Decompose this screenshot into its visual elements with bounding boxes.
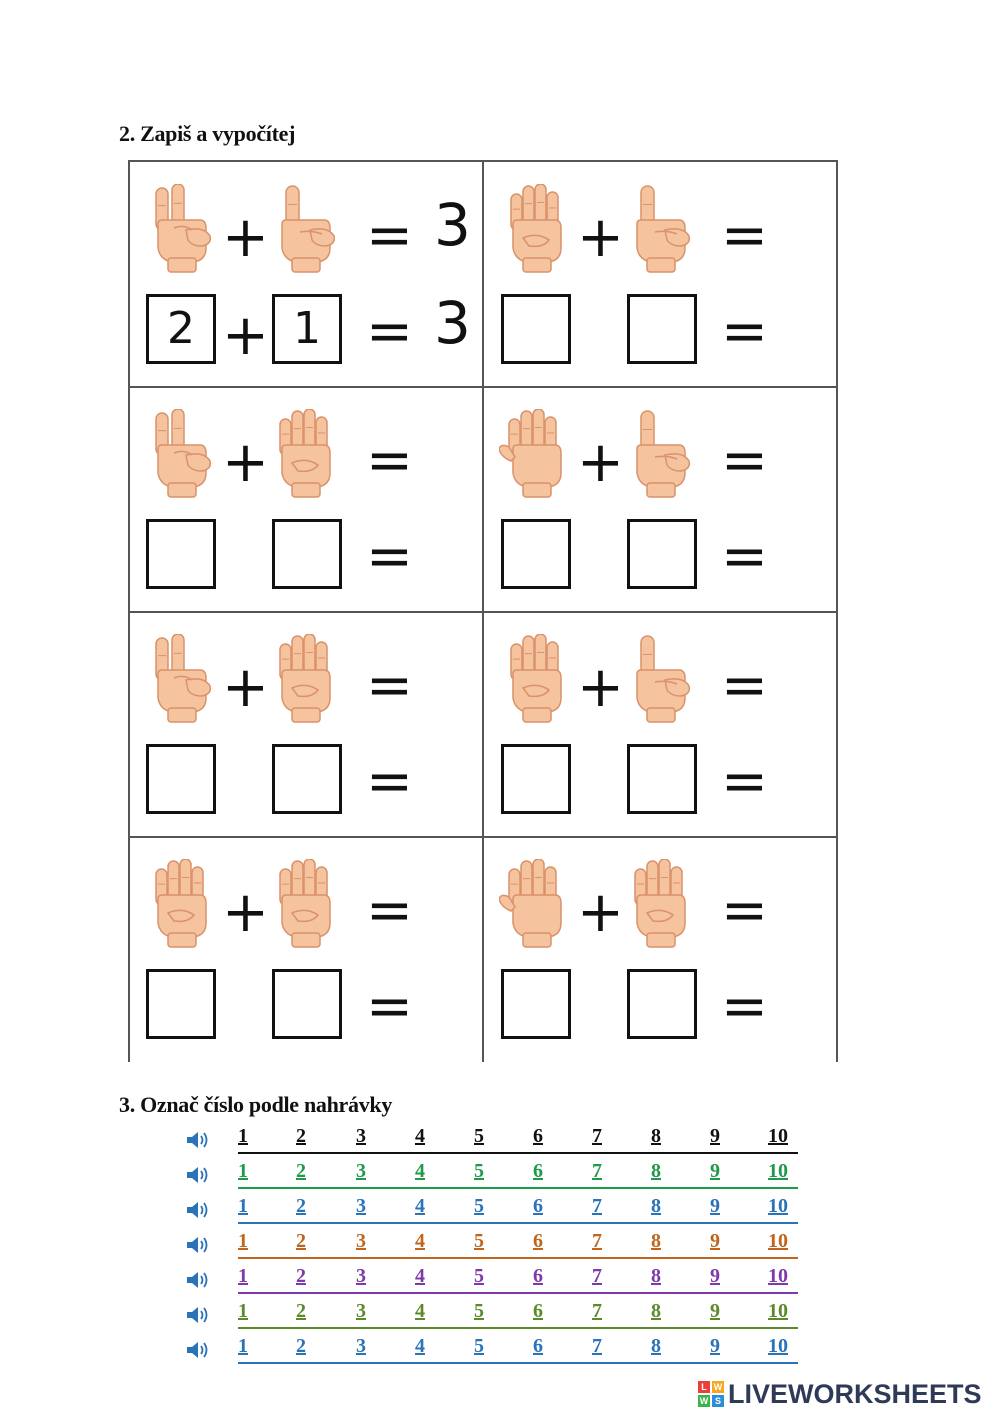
number-option[interactable]: 3 [356,1265,366,1287]
number-option[interactable]: 7 [592,1125,602,1147]
exercise-cell [134,387,488,612]
liveworksheets-logo [698,1379,982,1409]
answer-top[interactable]: 3 [434,191,471,259]
hand-icon [499,634,569,726]
listening-row [185,1300,800,1330]
hand-icon [623,634,693,726]
number-option[interactable]: 1 [238,1265,248,1287]
number-option[interactable]: 2 [296,1300,306,1322]
number-option[interactable]: 3 [356,1125,366,1147]
number-option[interactable]: 7 [592,1335,602,1357]
answer-box-right[interactable]: 1 [272,294,342,364]
equals-sign: = [721,524,768,589]
number-option[interactable]: 2 [296,1230,306,1252]
number-option[interactable]: 3 [356,1195,366,1217]
answer-box-right[interactable] [627,519,697,589]
number-option[interactable]: 10 [768,1265,788,1287]
number-option[interactable]: 8 [651,1335,661,1357]
number-option[interactable]: 2 [296,1195,306,1217]
listening-row [185,1230,800,1260]
number-options [238,1125,798,1153]
equals-sign: = [366,203,413,268]
hand-icon [144,859,214,951]
exercise-cell [489,162,843,387]
number-option[interactable]: 5 [474,1160,484,1182]
hand-icon [268,859,338,951]
exercise-cell [134,612,488,837]
hand-icon [268,634,338,726]
equals-sign: = [366,974,413,1039]
equals-sign: = [366,524,413,589]
number-option[interactable]: 9 [710,1265,720,1287]
number-option[interactable]: 4 [415,1125,425,1147]
equals-sign: = [721,299,768,364]
equals-sign: = [721,653,768,718]
exercise-2-heading: 2. Zapiš a vypočítej [119,121,296,146]
exercise-cell [134,837,488,1062]
number-option[interactable]: 4 [415,1335,425,1357]
number-option[interactable]: 6 [533,1300,543,1322]
number-option[interactable]: 9 [710,1195,720,1217]
number-option[interactable]: 10 [768,1160,788,1182]
equals-sign: = [366,428,413,493]
equals-sign: = [721,428,768,493]
hand-icon [499,409,569,501]
number-option[interactable]: 1 [238,1195,248,1217]
speaker-icon[interactable] [185,1164,215,1186]
number-option[interactable]: 10 [768,1230,788,1252]
number-option[interactable]: 8 [651,1265,661,1287]
number-option[interactable]: 9 [710,1230,720,1252]
number-option[interactable]: 8 [651,1160,661,1182]
number-option[interactable]: 7 [592,1230,602,1252]
hand-icon [268,409,338,501]
number-option[interactable]: 2 [296,1125,306,1147]
row-underline [238,1222,798,1224]
number-options [238,1335,798,1363]
answer-box-right[interactable] [627,294,697,364]
speaker-icon[interactable] [185,1199,215,1221]
number-option[interactable]: 6 [533,1265,543,1287]
number-option[interactable]: 8 [651,1230,661,1252]
number-option[interactable]: 8 [651,1125,661,1147]
equals-sign: = [366,653,413,718]
number-option[interactable]: 2 [296,1265,306,1287]
number-option[interactable]: 10 [768,1125,788,1147]
plus-sign: + [222,430,269,495]
answer-box-left[interactable] [146,744,216,814]
hand-icon [623,859,693,951]
number-option[interactable]: 2 [296,1160,306,1182]
plus-sign: + [222,880,269,945]
number-option[interactable]: 1 [238,1335,248,1357]
plus-sign: + [577,880,624,945]
number-option[interactable]: 6 [533,1230,543,1252]
logo-mark-tile: L [698,1381,710,1393]
answer-box-right[interactable] [272,519,342,589]
speaker-icon[interactable] [185,1234,215,1256]
plus-sign: + [577,655,624,720]
row-underline [238,1187,798,1189]
listening-row [185,1125,800,1155]
hand-icon [268,184,338,276]
number-options [238,1160,798,1188]
answer-box-left[interactable] [146,519,216,589]
number-option[interactable]: 9 [710,1160,720,1182]
number-option[interactable]: 3 [356,1335,366,1357]
number-option[interactable]: 10 [768,1300,788,1322]
speaker-icon[interactable] [185,1304,215,1326]
equals-sign: = [721,203,768,268]
listening-row [185,1335,800,1365]
plus-sign: + [577,430,624,495]
answer-bottom[interactable]: 3 [434,289,471,357]
equals-sign: = [721,974,768,1039]
number-option[interactable]: 3 [356,1160,366,1182]
listening-row [185,1265,800,1295]
logo-text: LIVEWORKSHEETS [728,1378,982,1409]
logo-mark-tile: W [699,1396,709,1406]
number-option[interactable]: 3 [356,1300,366,1322]
number-option[interactable]: 7 [592,1265,602,1287]
equals-sign: = [366,749,413,814]
number-option[interactable]: 4 [415,1195,425,1217]
answer-box-left[interactable] [501,519,571,589]
exercise-cell [489,612,843,837]
exercise-3-heading: 3. Označ číslo podle nahrávky [119,1092,393,1117]
number-option[interactable]: 6 [533,1160,543,1182]
number-option[interactable]: 8 [651,1300,661,1322]
number-option[interactable]: 9 [710,1300,720,1322]
number-option[interactable]: 4 [415,1265,425,1287]
equals-sign: = [721,749,768,814]
number-option[interactable]: 10 [768,1195,788,1217]
number-option[interactable]: 6 [533,1125,543,1147]
number-options [238,1300,798,1328]
number-option[interactable]: 7 [592,1160,602,1182]
number-option[interactable]: 7 [592,1195,602,1217]
hand-icon [144,184,214,276]
number-option[interactable]: 5 [474,1125,484,1147]
number-options [238,1195,798,1223]
row-underline [238,1327,798,1329]
plus-sign: + [222,655,269,720]
row-underline [238,1152,798,1154]
row-underline [238,1362,798,1364]
number-option[interactable]: 2 [296,1335,306,1357]
number-option[interactable]: 1 [238,1300,248,1322]
answer-box-left[interactable] [501,294,571,364]
logo-mark-icon [698,1381,724,1407]
number-option[interactable]: 8 [651,1195,661,1217]
number-option[interactable]: 1 [238,1125,248,1147]
row-underline [238,1292,798,1294]
hand-icon [499,184,569,276]
number-option[interactable]: 1 [238,1160,248,1182]
hand-icon [623,184,693,276]
number-option[interactable]: 4 [415,1300,425,1322]
hand-icon [144,409,214,501]
number-option[interactable]: 4 [415,1160,425,1182]
answer-box-right[interactable] [272,969,342,1039]
answer-box-left[interactable]: 2 [146,294,216,364]
answer-box-right[interactable] [272,744,342,814]
number-option[interactable]: 5 [474,1335,484,1357]
exercise-cell [489,837,843,1062]
number-option[interactable]: 5 [474,1230,484,1252]
answer-box-left[interactable] [501,969,571,1039]
equals-sign: = [366,299,413,364]
speaker-icon[interactable] [185,1129,215,1151]
hand-icon [499,859,569,951]
row-underline [238,1257,798,1259]
answer-box-right[interactable] [627,744,697,814]
speaker-icon[interactable] [185,1339,215,1361]
speaker-icon[interactable] [185,1269,215,1291]
number-option[interactable]: 9 [710,1125,720,1147]
number-option[interactable]: 6 [533,1195,543,1217]
answer-box-right[interactable] [627,969,697,1039]
number-option[interactable]: 1 [238,1230,248,1252]
exercise-cell [489,387,843,612]
logo-mark-tile: W [713,1382,723,1392]
plus-sign: + [577,205,624,270]
number-options [238,1230,798,1258]
plus-sign: + [222,205,269,270]
number-options [238,1265,798,1293]
listening-row [185,1160,800,1190]
equals-sign: = [721,878,768,943]
answer-box-left[interactable] [146,969,216,1039]
number-option[interactable]: 5 [474,1300,484,1322]
number-option[interactable]: 7 [592,1300,602,1322]
number-option[interactable]: 3 [356,1230,366,1252]
equals-sign: = [366,878,413,943]
hand-icon [144,634,214,726]
number-option[interactable]: 5 [474,1195,484,1217]
number-option[interactable]: 4 [415,1230,425,1252]
number-option[interactable]: 5 [474,1265,484,1287]
plus-sign: + [222,303,269,368]
answer-box-left[interactable] [501,744,571,814]
logo-mark-tile: S [712,1395,724,1407]
exercise-grid [128,160,838,1062]
number-option[interactable]: 6 [533,1335,543,1357]
number-option[interactable]: 10 [768,1335,788,1357]
hand-icon [623,409,693,501]
exercise-cell [134,162,488,387]
listening-row [185,1195,800,1225]
number-option[interactable]: 9 [710,1335,720,1357]
